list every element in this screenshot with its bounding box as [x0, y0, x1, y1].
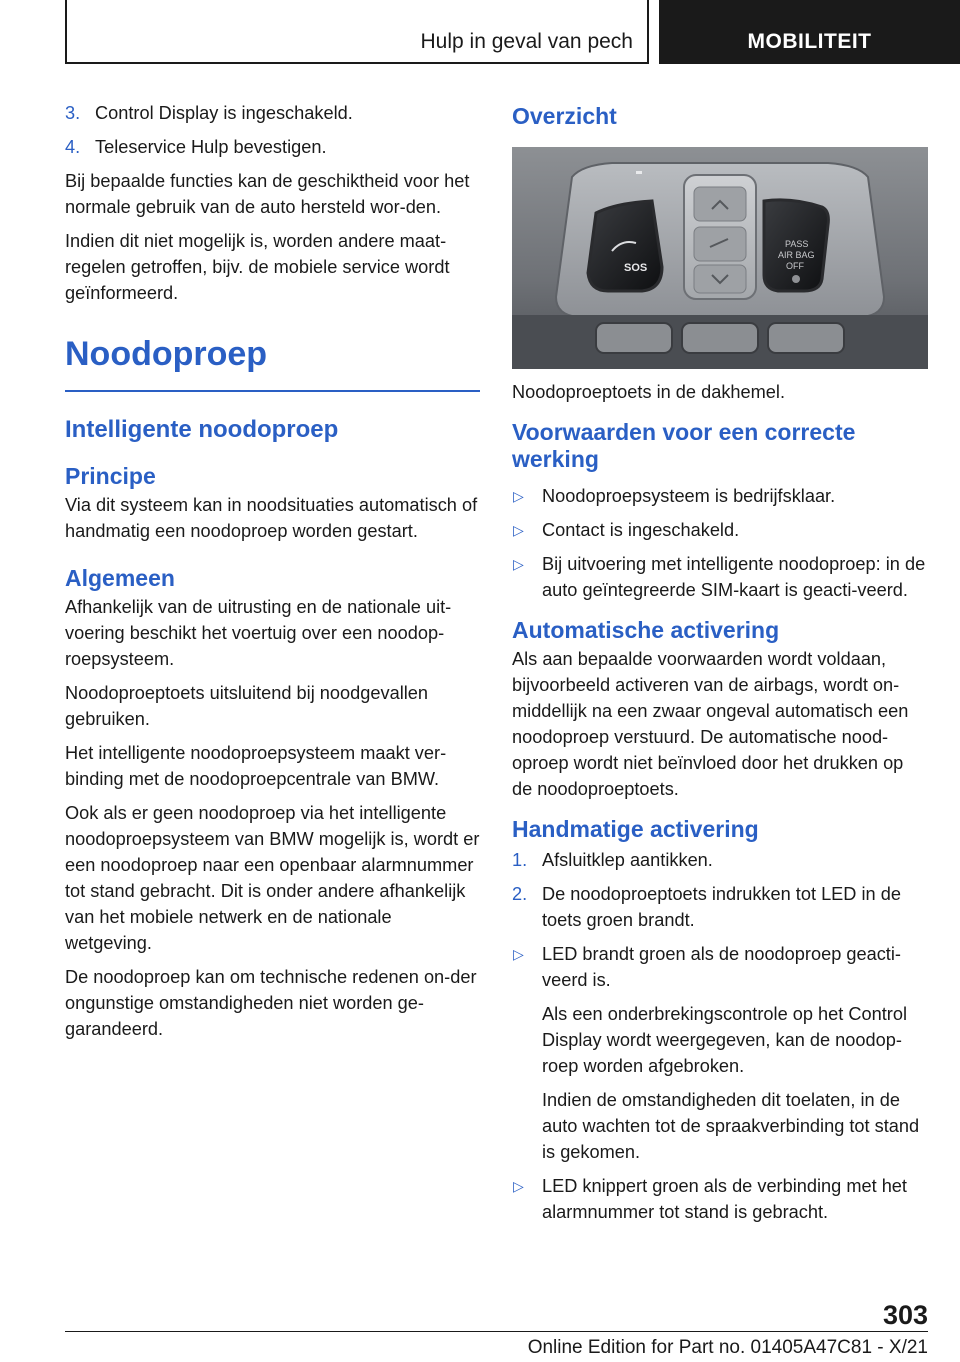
sos-label: SOS: [624, 262, 648, 274]
reading-light-button-1: [596, 323, 672, 353]
subsection-heading-voorwaarden: Voorwaarden voor een correcte werking: [512, 419, 856, 472]
subsection-heading-automatische: Automatische activering: [512, 617, 780, 643]
step-text: Teleservice Hulp bevestigen.: [95, 137, 327, 157]
bullet-triangle-icon: ▷: [513, 1178, 524, 1194]
light-button-top: [694, 187, 746, 221]
step-text: Afsluitklep aantikken.: [542, 850, 713, 870]
paragraph: Noodoproeptoets uitsluitend bij noodgevallen gebruiken.: [65, 683, 429, 729]
sub-paragraph: Als een onderbrekingscontrole op het Control Display wordt weergegeven, kan de noodop-roep worden afgebroken.: [542, 1004, 907, 1076]
list-item: [512, 1173, 928, 1225]
light-button-bottom: [694, 265, 746, 293]
paragraph: Het intelligente noodoproepsysteem maakt ver-binding met de noodoproepcentrale van BMW.: [65, 743, 447, 789]
step-item: [65, 100, 480, 126]
roof-console-photo: [512, 147, 928, 369]
header-section-box: [65, 0, 649, 64]
left-column: [65, 100, 480, 1050]
paragraph: Bij bepaalde functies kan de geschiktheid voor het normale gebruik van de auto hersteld wor-den.: [65, 171, 470, 217]
step-item: [512, 881, 928, 933]
subsection-heading-overzicht: Overzicht: [512, 103, 617, 129]
list-item-text: LED brandt groen als de noodoproep geacti-veerd is.: [542, 944, 901, 990]
paragraph: Ook als er geen noodoproep via het intelligente noodoproepsysteem van BMW mogelijk is, wordt er een noodoproep naar een openbaar alarmnummer tot stand gebracht. Dit is onder andere afhankelijk van het mobiele netwerk en de nationale wetgeving.: [65, 803, 480, 953]
list-item-text: Bij uitvoering met intelligente noodoproep: in de auto geïntegreerde SIM-kaart is geacti-veerd.: [542, 554, 926, 600]
led-indicator: [636, 171, 642, 174]
list-item-text: Contact is ingeschakeld.: [542, 520, 740, 540]
list-item: [512, 483, 928, 509]
subsection-heading-handmatige: Handmatige activering: [512, 816, 759, 842]
list-item: [512, 551, 928, 603]
paragraph: Afhankelijk van de uitrusting en de nationale uit-voering beschikt het voertuig over een noodop-roepsysteem.: [65, 597, 452, 669]
bullet-triangle-icon: ▷: [513, 522, 524, 538]
airbag-label: AIR BAG: [778, 250, 815, 260]
list-item: [512, 517, 928, 543]
reading-light-button-3: [768, 323, 844, 353]
subsection-heading-principe: Principe: [65, 463, 156, 489]
chapter-heading: Noodoproep: [65, 334, 480, 392]
pass-label: PASS: [785, 239, 809, 249]
bullet-triangle-icon: ▷: [513, 556, 524, 572]
section-heading: Intelligente noodoproep: [65, 416, 339, 443]
header-chapter-tab: MOBILITEIT: [659, 0, 960, 64]
off-label: OFF: [786, 261, 804, 271]
light-button-middle: [694, 227, 746, 261]
header-section-title: Hulp in geval van pech: [420, 30, 633, 53]
paragraph: De noodoproep kan om technische redenen on-der ongunstige omstandigheden niet worden ge-garandeerd.: [65, 967, 477, 1039]
step-text: De noodoproeptoets indrukken tot LED in de toets groen brandt.: [542, 884, 901, 930]
step-item: [65, 134, 480, 160]
list-item-text: LED knippert groen als de verbinding met het alarmnummer tot stand is gebracht.: [542, 1176, 907, 1222]
list-item-text: Noodoproepsysteem is bedrijfsklaar.: [542, 486, 836, 506]
reading-light-button-2: [682, 323, 758, 353]
right-column: [512, 102, 928, 1233]
list-item: [512, 941, 928, 993]
footer-divider: [65, 1331, 928, 1332]
bullet-triangle-icon: ▷: [513, 488, 524, 504]
bullet-triangle-icon: ▷: [513, 946, 524, 962]
step-text: Control Display is ingeschakeld.: [95, 103, 353, 123]
sos-button: [588, 201, 662, 291]
step-number: 3.: [65, 103, 81, 123]
photo-caption: Noodoproeptoets in de dakhemel.: [512, 382, 785, 402]
step-number: 4.: [65, 137, 81, 157]
paragraph: Indien dit niet mogelijk is, worden andere maat-regelen getroffen, bijv. de mobiele service wordt geïnformeerd.: [65, 231, 450, 303]
subsection-heading-algemeen: Algemeen: [65, 565, 175, 591]
footer-edition: Online Edition for Part no. 01405A47C81 - X/21: [527, 1337, 928, 1358]
paragraph: Via dit systeem kan in noodsituaties automatisch of handmatig een noodoproep worden gestart.: [65, 495, 478, 541]
page-number: 303: [882, 1300, 928, 1330]
step-number: 2.: [512, 884, 528, 904]
paragraph: Als aan bepaalde voorwaarden wordt voldaan, bijvoorbeeld activeren van de airbags, wordt on-middellijk na een zwaar ongeval automatisch een noodoproep verstuurd. De automatische nood-oproep wordt niet beïnvloed door het drukken op de noodoproeptoets.: [512, 649, 909, 799]
sub-paragraph: Indien de omstandigheden dit toelaten, in de auto wachten tot de spraakverbinding tot stand is gekomen.: [542, 1090, 920, 1162]
step-number: 1.: [512, 850, 528, 870]
step-item: [512, 847, 928, 873]
airbag-icon: [792, 275, 800, 283]
